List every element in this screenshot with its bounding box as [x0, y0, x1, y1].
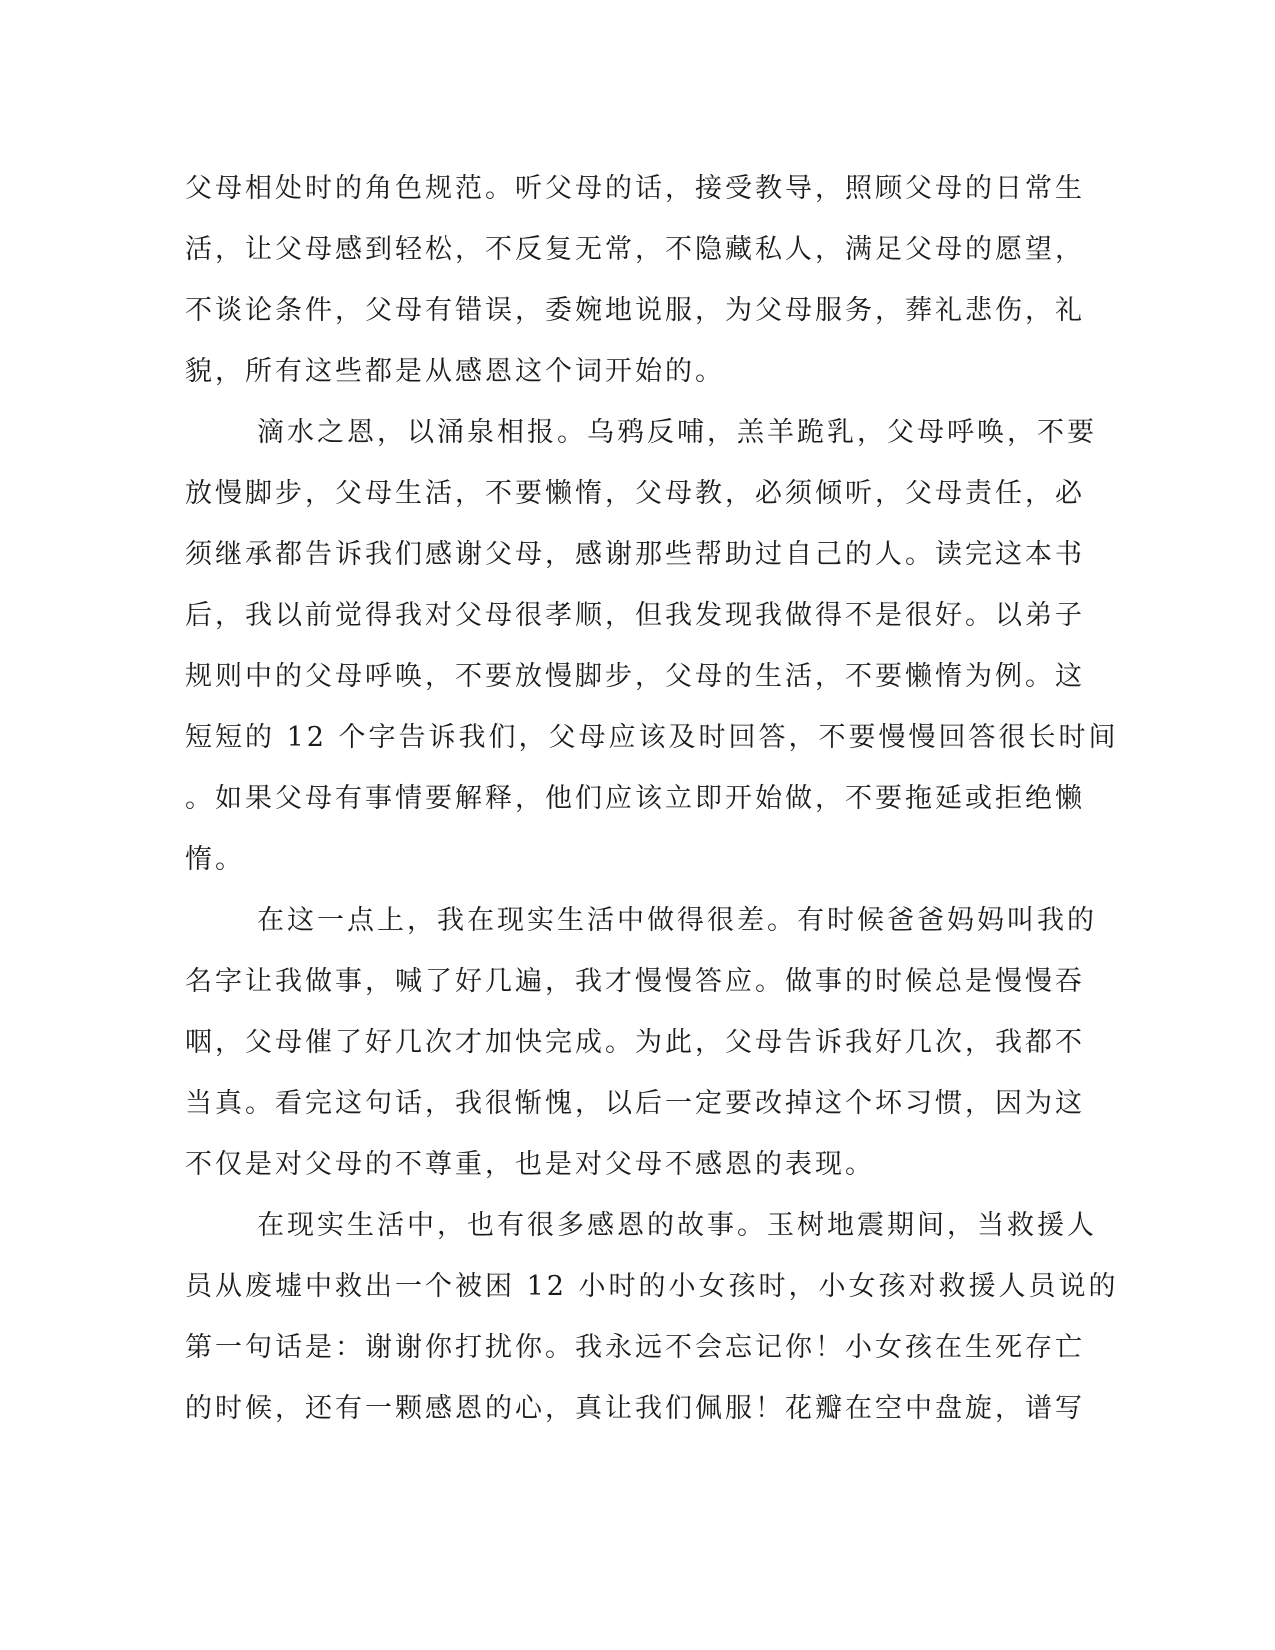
text-line: 不谈论条件，父母有错误，委婉地说服，为父母服务，葬礼悲伤，礼	[185, 295, 1085, 326]
paragraph-2	[185, 402, 1119, 890]
text-line: 名字让我做事，喊了好几遍，我才慢慢答应。做事的时候总是慢慢吞	[185, 966, 1085, 997]
text-line: 规则中的父母呼唤，不要放慢脚步，父母的生活，不要懒惰为例。这	[185, 661, 1085, 692]
text-line: 。如果父母有事情要解释，他们应该立即开始做，不要拖延或拒绝懒	[185, 783, 1085, 814]
text-line: 貌，所有这些都是从感恩这个词开始的。	[185, 356, 725, 387]
text-line: 放慢脚步，父母生活，不要懒惰，父母教，必须倾听，父母责任，必	[185, 478, 1085, 509]
text-line: 短短的 12 个字告诉我们，父母应该及时回答，不要慢慢回答很长时间	[185, 722, 1119, 753]
text-line: 员从废墟中救出一个被困 12 小时的小女孩时，小女孩对救援人员说的	[185, 1271, 1119, 1302]
text-line: 的时候，还有一颗感恩的心，真让我们佩服！花瓣在空中盘旋，谱写	[185, 1393, 1085, 1424]
text-line: 在现实生活中，也有很多感恩的故事。玉树地震期间，当救援人	[257, 1210, 1097, 1241]
text-line: 滴水之恩，以涌泉相报。乌鸦反哺，羔羊跪乳，父母呼唤，不要	[257, 417, 1097, 448]
text-line: 父母相处时的角色规范。听父母的话，接受教导，照顾父母的日常生	[185, 173, 1085, 204]
document-body	[185, 158, 1119, 1439]
text-line: 咽，父母催了好几次才加快完成。为此，父母告诉我好几次，我都不	[185, 1027, 1085, 1058]
text-line: 惰。	[185, 844, 245, 875]
text-line: 第一句话是：谢谢你打扰你。我永远不会忘记你！小女孩在生死存亡	[185, 1332, 1085, 1363]
paragraph-4	[185, 1195, 1119, 1439]
text-line: 当真。看完这句话，我很惭愧，以后一定要改掉这个坏习惯，因为这	[185, 1088, 1085, 1119]
text-line: 活，让父母感到轻松，不反复无常，不隐藏私人，满足父母的愿望，	[185, 234, 1085, 265]
paragraph-1	[185, 158, 1085, 402]
text-line: 须继承都告诉我们感谢父母，感谢那些帮助过自己的人。读完这本书	[185, 539, 1085, 570]
paragraph-3	[185, 890, 1097, 1195]
text-line: 不仅是对父母的不尊重，也是对父母不感恩的表现。	[185, 1149, 875, 1180]
text-line: 后，我以前觉得我对父母很孝顺，但我发现我做得不是很好。以弟子	[185, 600, 1085, 631]
text-line: 在这一点上，我在现实生活中做得很差。有时候爸爸妈妈叫我的	[257, 905, 1097, 936]
